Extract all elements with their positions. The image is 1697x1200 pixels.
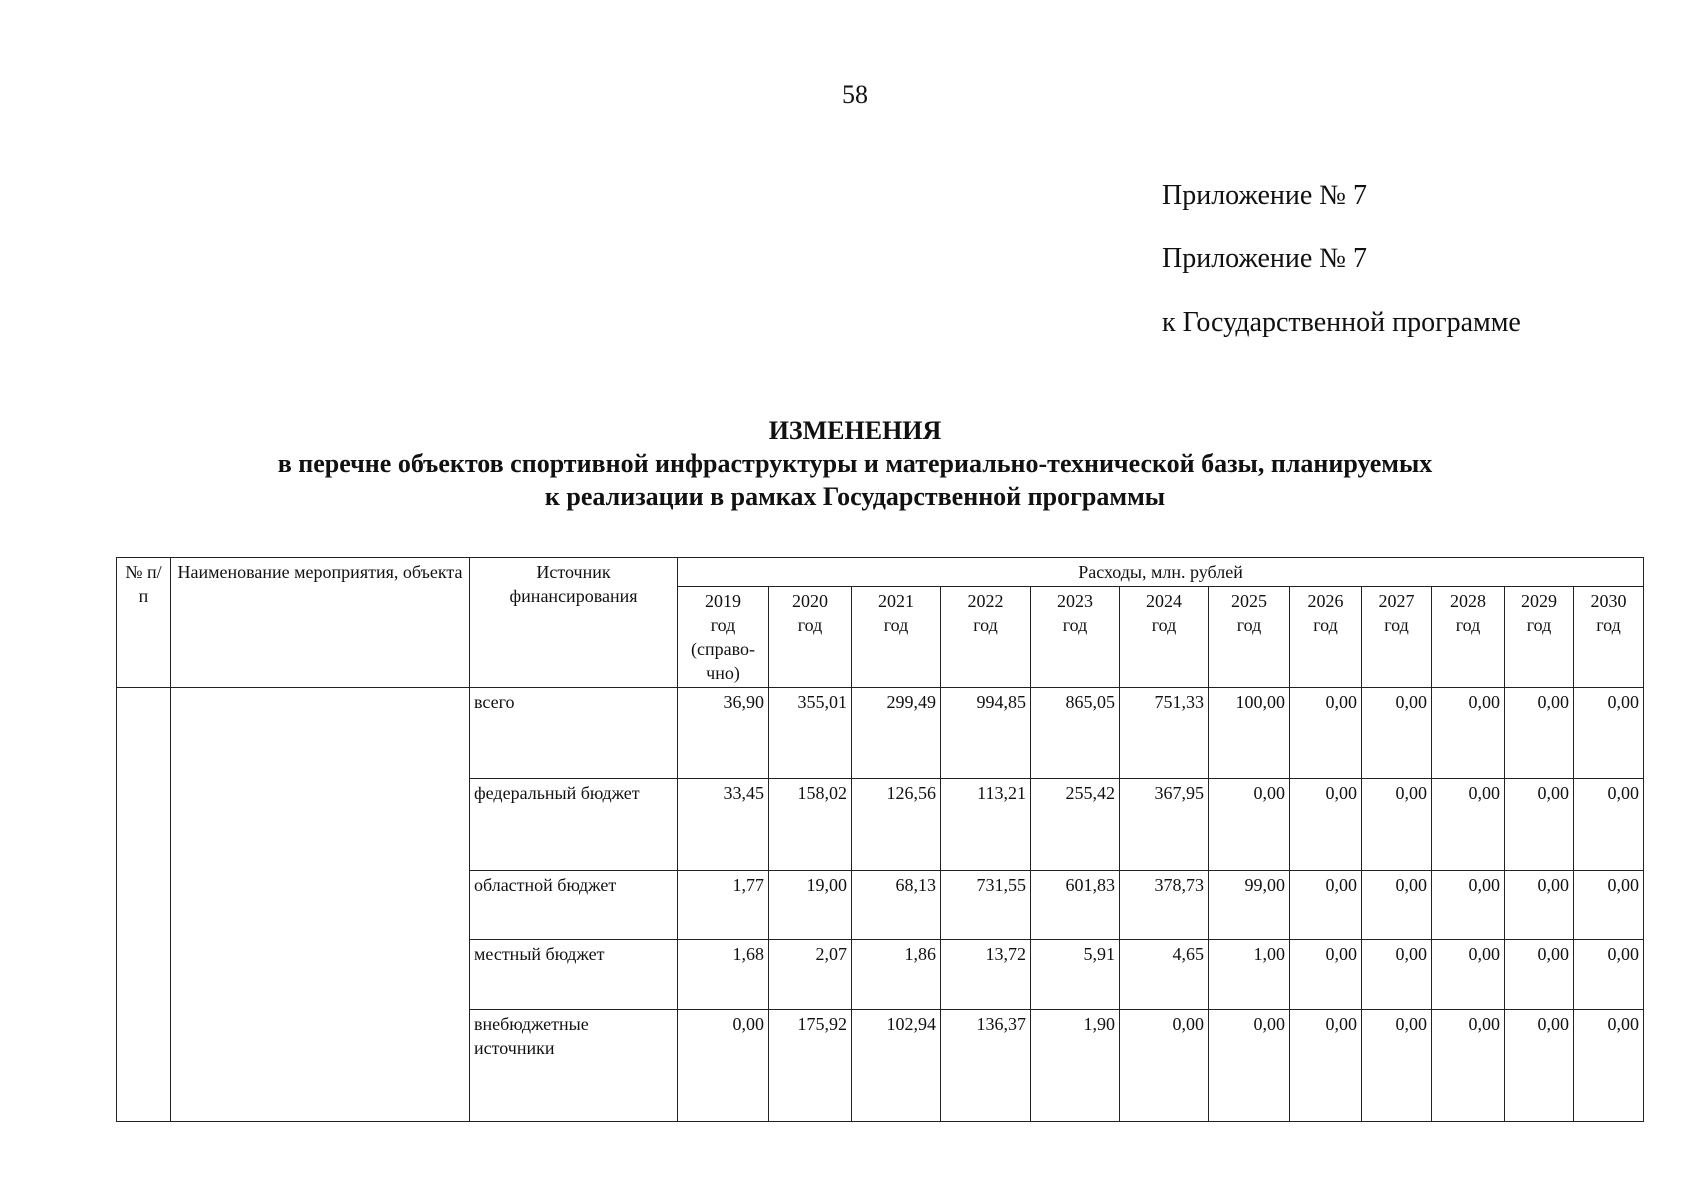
cell-source: всего [470, 688, 678, 779]
cell-value: 378,73 [1120, 871, 1209, 940]
cell-value: 0,00 [1505, 940, 1574, 1010]
year-value: 2022 [967, 591, 1004, 611]
year-label: год [1384, 615, 1409, 635]
cell-value: 0,00 [1290, 779, 1362, 871]
header-year-2025 [1209, 587, 1290, 688]
cell-value: 33,45 [678, 779, 769, 871]
year-label: год [1313, 615, 1338, 635]
header-year-2027 [1362, 587, 1432, 688]
annex-label: Приложение № 7 [1162, 180, 1367, 211]
cell-value: 0,00 [1574, 1010, 1644, 1122]
cell-value: 0,00 [1290, 1010, 1362, 1122]
year-value: 2020 [792, 591, 828, 611]
header-year-2030 [1574, 587, 1644, 688]
year-note: (справо-чно) [691, 639, 755, 683]
cell-value: 0,00 [1505, 688, 1574, 779]
cell-value: 0,00 [1362, 940, 1432, 1010]
cell-value: 994,85 [941, 688, 1031, 779]
cell-value: 136,37 [941, 1010, 1031, 1122]
cell-value: 1,68 [678, 940, 769, 1010]
cell-value: 0,00 [1290, 871, 1362, 940]
cell-value: 68,13 [852, 871, 941, 940]
cell-value: 0,00 [1209, 779, 1290, 871]
cell-value: 865,05 [1031, 688, 1120, 779]
cell-value: 0,00 [1209, 1010, 1290, 1122]
header-year-2029 [1505, 587, 1574, 688]
header-name: Наименование мероприятия, объекта [171, 558, 470, 688]
cell-value: 0,00 [1505, 1010, 1574, 1122]
header-expenses: Расходы, млн. рублей [678, 558, 1644, 587]
cell-value: 0,00 [1505, 779, 1574, 871]
cell-value: 299,49 [852, 688, 941, 779]
year-label: год [710, 615, 736, 635]
cell-source: внебюджетные источники [470, 1010, 678, 1122]
year-value: 2019 [705, 591, 741, 611]
year-label: год [1236, 615, 1262, 635]
cell-value: 0,00 [1362, 779, 1432, 871]
cell-value: 13,72 [941, 940, 1031, 1010]
expenses-table [116, 557, 1644, 1122]
cell-value: 255,42 [1031, 779, 1120, 871]
cell-value: 158,02 [769, 779, 852, 871]
cell-value: 601,83 [1031, 871, 1120, 940]
cell-value: 5,91 [1031, 940, 1120, 1010]
cell-value: 1,00 [1209, 940, 1290, 1010]
header-year-2020 [769, 587, 852, 688]
cell-value: 0,00 [1432, 688, 1505, 779]
cell-value: 0,00 [1362, 688, 1432, 779]
year-label: год [1455, 615, 1481, 635]
cell-value: 1,77 [678, 871, 769, 940]
table-row [117, 688, 1644, 779]
header-source: Источник финансирования [470, 558, 678, 688]
cell-value: 0,00 [1574, 940, 1644, 1010]
cell-value: 0,00 [1362, 1010, 1432, 1122]
cell-value: 0,00 [1362, 871, 1432, 940]
cell-value: 355,01 [769, 688, 852, 779]
cell-value: 0,00 [1574, 871, 1644, 940]
cell-value: 36,90 [678, 688, 769, 779]
cell-value: 175,92 [769, 1010, 852, 1122]
cell-value: 0,00 [1432, 1010, 1505, 1122]
cell-value: 102,94 [852, 1010, 941, 1122]
title-line-2: к реализации в рамках Государственной программы [544, 482, 1166, 511]
cell-value: 0,00 [1290, 688, 1362, 779]
cell-value: 2,07 [769, 940, 852, 1010]
cell-source: местный бюджет [470, 940, 678, 1010]
cell-source: федеральный бюджет [470, 779, 678, 871]
header-year-2021 [852, 587, 941, 688]
cell-source: областной бюджет [470, 871, 678, 940]
header-year-2022 [941, 587, 1031, 688]
cell-value: 0,00 [1432, 871, 1505, 940]
document-title [0, 414, 1697, 513]
header-number: № п/п [117, 558, 171, 688]
cell-value: 100,00 [1209, 688, 1290, 779]
year-label: год [1526, 615, 1552, 635]
cell-value: 19,00 [769, 871, 852, 940]
year-label: год [883, 615, 909, 635]
year-value: 2030 [1590, 591, 1627, 611]
cell-value: 113,21 [941, 779, 1031, 871]
year-label: год [973, 615, 998, 635]
cell-value: 367,95 [1120, 779, 1209, 871]
cell-value: 731,55 [941, 871, 1031, 940]
title-heading: ИЗМЕНЕНИЯ [768, 416, 942, 445]
year-value: 2025 [1231, 591, 1267, 611]
year-value: 2024 [1146, 591, 1182, 611]
year-label: год [1062, 615, 1088, 635]
cell-number [117, 688, 171, 1122]
year-value: 2029 [1521, 591, 1557, 611]
year-value: 2027 [1378, 591, 1415, 611]
cell-value: 99,00 [1209, 871, 1290, 940]
annex-label-repeat: Приложение № 7 [1162, 243, 1367, 274]
header-year-2026 [1290, 587, 1362, 688]
cell-value: 0,00 [1432, 779, 1505, 871]
cell-value: 0,00 [1574, 779, 1644, 871]
year-label: год [797, 615, 823, 635]
year-value: 2028 [1450, 591, 1486, 611]
cell-value: 0,00 [1290, 940, 1362, 1010]
title-line-1: в перечне объектов спортивной инфраструктуры и материально-технической базы, планируемых [277, 449, 1433, 478]
header-year-2019 [678, 587, 769, 688]
cell-value: 0,00 [678, 1010, 769, 1122]
cell-value: 751,33 [1120, 688, 1209, 779]
header-year-2024 [1120, 587, 1209, 688]
cell-value: 0,00 [1120, 1010, 1209, 1122]
cell-value: 1,90 [1031, 1010, 1120, 1122]
cell-value: 1,86 [852, 940, 941, 1010]
year-value: 2026 [1307, 591, 1344, 611]
header-year-2023 [1031, 587, 1120, 688]
cell-value: 0,00 [1574, 688, 1644, 779]
cell-name [171, 688, 470, 1122]
cell-value: 126,56 [852, 779, 941, 871]
year-label: год [1151, 615, 1177, 635]
cell-value: 0,00 [1432, 940, 1505, 1010]
year-label: год [1596, 615, 1621, 635]
page-number: 58 [842, 80, 868, 109]
annex-program-ref: к Государственной программе [1162, 307, 1521, 338]
cell-value: 4,65 [1120, 940, 1209, 1010]
year-value: 2021 [878, 591, 914, 611]
header-year-2028 [1432, 587, 1505, 688]
year-value: 2023 [1057, 591, 1093, 611]
cell-value: 0,00 [1505, 871, 1574, 940]
